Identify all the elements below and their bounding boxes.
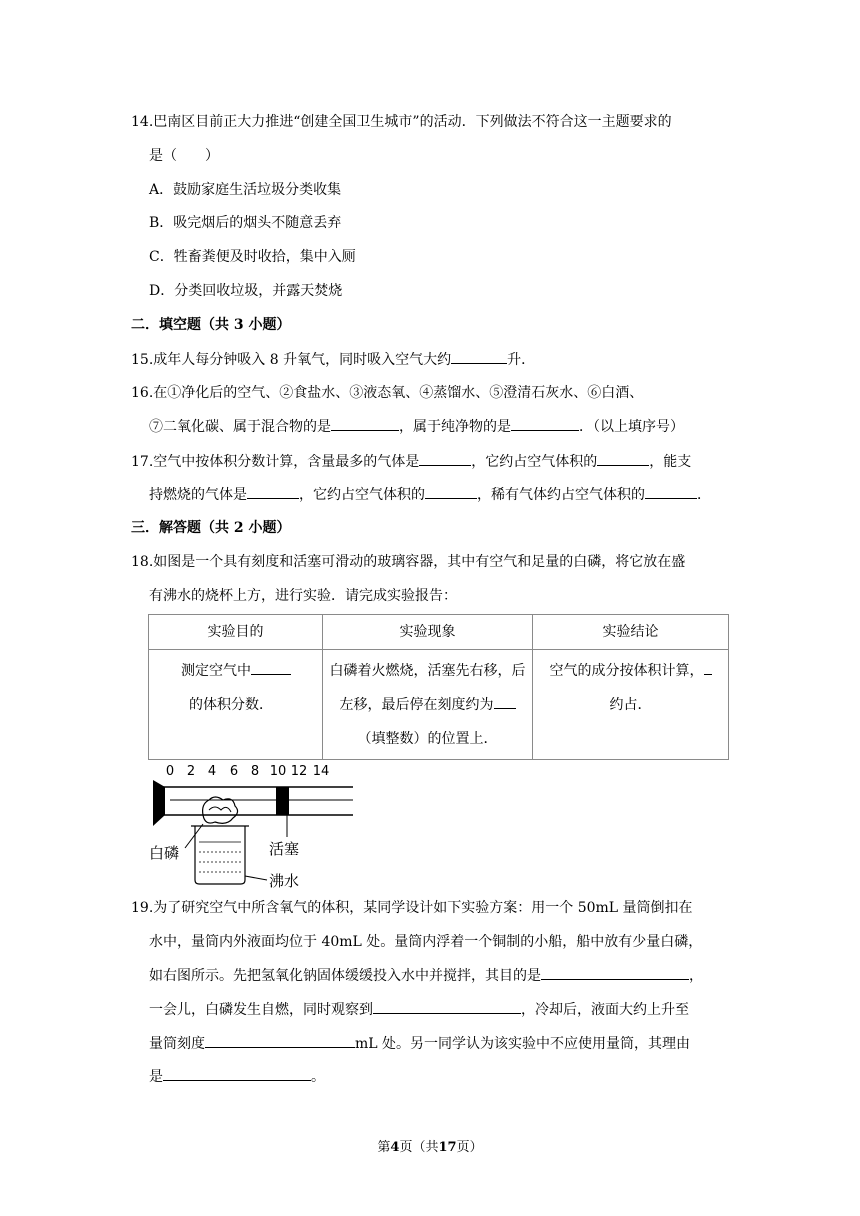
- q16-line2-a: ⑦二氧化碳、属于混合物的是: [149, 419, 331, 435]
- q19-line5: [149, 1033, 690, 1054]
- purpose-blank[interactable]: [251, 660, 291, 675]
- conclusion-blank[interactable]: [704, 660, 712, 675]
- header-purpose: 实验目的: [149, 615, 323, 650]
- tube-end-cap: [153, 780, 165, 826]
- q19-line6: [149, 1066, 325, 1087]
- water-pointer: [245, 876, 267, 880]
- phenomenon-line1: 白磷着火燃烧，活塞先右移，后: [329, 663, 526, 679]
- q14-option-b: B．吸完烟后的烟头不随意丢弃: [149, 215, 342, 231]
- q14-number: 14.: [131, 114, 154, 130]
- scale-label-12: 12: [290, 764, 308, 779]
- cell-phenomenon: [323, 650, 533, 760]
- label-piston: 活塞: [269, 840, 300, 858]
- page-footer: [0, 1136, 860, 1155]
- phenomenon-line2: 左移，最后停在刻度约为: [339, 697, 494, 713]
- q17-number: 17.: [131, 454, 154, 470]
- q17-blank-1[interactable]: [419, 451, 471, 466]
- cell-conclusion: [533, 650, 729, 760]
- q14-option-c: C．牲畜粪便及时收拾，集中入厕: [149, 249, 356, 265]
- boiling-water: [199, 842, 241, 872]
- footer-total-pages: 17: [438, 1140, 457, 1155]
- q19-line2: 水中，量筒内外液面均位于 40mL 处。量筒内浮着一个铜制的小船，船中放有少量白磷，: [149, 934, 703, 950]
- q14-stem-line1: 巴南区目前正大力推进“创建全国卫生城市”的活动．下列做法不符合这一主题要求的: [153, 114, 672, 130]
- scale-label-6: 6: [229, 764, 239, 779]
- q14-line1: [131, 112, 672, 132]
- q16-line2-b: ，属于纯净物的是: [399, 419, 511, 435]
- q19-reason-blank[interactable]: [163, 1066, 311, 1081]
- q17-line1-a: 空气中按体积分数计算，含量最多的气体是: [153, 454, 420, 470]
- q19-purpose-blank[interactable]: [541, 965, 689, 980]
- q17-line2-b: ，它约占空气体积的: [299, 487, 425, 503]
- conclusion-line2: 约占．: [609, 697, 652, 713]
- section2-title: 二．填空题（共 3 小题）: [131, 317, 291, 333]
- q19-line5-a: 量筒刻度: [149, 1036, 205, 1052]
- q15-text-a: 成年人每分钟吸入 8 升氧气，同时吸入空气大约: [153, 352, 452, 368]
- table-header-row: [149, 615, 729, 650]
- scale-label-2: 2: [186, 764, 196, 779]
- q16-line1: [131, 383, 643, 403]
- footer-pre: 第: [377, 1140, 391, 1155]
- q19-line1: [131, 898, 693, 918]
- q19-line4: [149, 999, 689, 1020]
- q19-line5-b: mL 处。另一同学认为该实验中不应使用量筒，其理由: [355, 1036, 691, 1052]
- piston: [276, 787, 289, 815]
- q19-line3-b: ，: [689, 968, 703, 984]
- q16-line2-c: ．（以上填序号）: [579, 419, 684, 435]
- purpose-line1: 测定空气中: [181, 663, 251, 679]
- q18-number: 18.: [131, 554, 154, 570]
- q19-volume-blank[interactable]: [205, 1033, 355, 1048]
- q15-line: [131, 349, 535, 370]
- q17-line1-c: ，能支: [649, 454, 692, 470]
- apparatus-figure: [145, 760, 360, 895]
- q19-line4-a: 一会儿，白磷发生自燃，同时观察到: [149, 1002, 373, 1018]
- phenomenon-blank[interactable]: [494, 694, 516, 709]
- q17-line2: [149, 484, 711, 505]
- scale-label-0: 0: [165, 764, 175, 779]
- q17-blank-5[interactable]: [645, 484, 697, 499]
- q15-answer-blank[interactable]: [451, 349, 507, 364]
- footer-post: 页）: [456, 1140, 483, 1155]
- q14-stem-line2: 是（ ）: [149, 148, 219, 164]
- q19-number: 19.: [131, 900, 154, 916]
- q14-option-d: D．分类回收垃圾，并露天焚烧: [149, 283, 343, 299]
- purpose-line2: 的体积分数．: [189, 697, 273, 713]
- scale-label-8: 8: [250, 764, 260, 779]
- header-conclusion: 实验结论: [533, 615, 729, 650]
- q17-blank-2[interactable]: [597, 451, 649, 466]
- q17-blank-3[interactable]: [247, 484, 299, 499]
- q17-line2-d: ．: [697, 487, 711, 503]
- section3-title: 三．解答题（共 2 小题）: [131, 520, 291, 536]
- phenomenon-line3: （填整数）的位置上．: [357, 731, 498, 747]
- q15-text-b: 升．: [507, 352, 536, 368]
- q19-line4-b: ，冷却后，液面大约上升至: [521, 1002, 689, 1018]
- label-boiling-water: 沸水: [269, 872, 300, 890]
- q14-option-a: A．鼓励家庭生活垃圾分类收集: [149, 182, 342, 198]
- scale-label-10: 10: [269, 764, 287, 779]
- q17-blank-4[interactable]: [425, 484, 477, 499]
- phosphorus-pointer: [185, 824, 203, 848]
- q18-line1: [131, 552, 685, 572]
- q17-line2-a: 持燃烧的气体是: [149, 487, 247, 503]
- q16-line2: [149, 416, 684, 437]
- conclusion-line1: 空气的成分按体积计算，: [549, 663, 704, 679]
- beaker: [191, 826, 249, 884]
- footer-mid: 页（共: [399, 1140, 439, 1155]
- q19-line3-a: 如右图所示。先把氢氧化钠固体缓缓投入水中并搅拌，其目的是: [149, 968, 541, 984]
- label-white-phosphorus: 白磷: [149, 844, 180, 862]
- cell-purpose: [149, 650, 323, 760]
- q17-line2-c: ，稀有气体约占空气体积的: [477, 487, 645, 503]
- q16-line1-text: 在①净化后的空气、②食盐水、③液态氧、④蒸馏水、⑤澄清石灰水、⑥白酒、: [153, 385, 644, 401]
- q19-line1-text: 为了研究空气中所含氧气的体积，某同学设计如下实验方案：用一个 50mL 量筒倒扣在: [153, 900, 693, 916]
- q16-number: 16.: [131, 385, 154, 401]
- steam-swirl: [209, 807, 231, 812]
- q19-line6-b: 。: [311, 1069, 325, 1085]
- glass-tube: [163, 787, 353, 815]
- table-row: [149, 650, 729, 760]
- q19-observation-blank[interactable]: [373, 999, 521, 1014]
- q18-line1-text: 如图是一个具有刻度和活塞可滑动的玻璃容器，其中有空气和足量的白磷，将它放在盛: [153, 554, 686, 570]
- q16-pure-blank[interactable]: [511, 416, 579, 431]
- q17-line1-b: ，它约占空气体积的: [471, 454, 598, 470]
- q19-line3: [149, 965, 703, 986]
- q17-line1: [131, 451, 691, 472]
- white-phosphorus-shape: [203, 797, 238, 823]
- q16-mixture-blank[interactable]: [331, 416, 399, 431]
- scale-label-4: 4: [207, 764, 217, 779]
- header-phenomenon: 实验现象: [323, 615, 533, 650]
- q19-line6-a: 是: [149, 1069, 163, 1085]
- scale-label-14: 14: [312, 764, 330, 779]
- q18-line2: 有沸水的烧杯上方，进行实验．请完成实验报告：: [149, 588, 457, 604]
- footer-page-number: 4: [390, 1140, 400, 1155]
- q15-number: 15.: [131, 352, 154, 368]
- scale-labels: [166, 764, 329, 779]
- experiment-report-table: [148, 614, 729, 760]
